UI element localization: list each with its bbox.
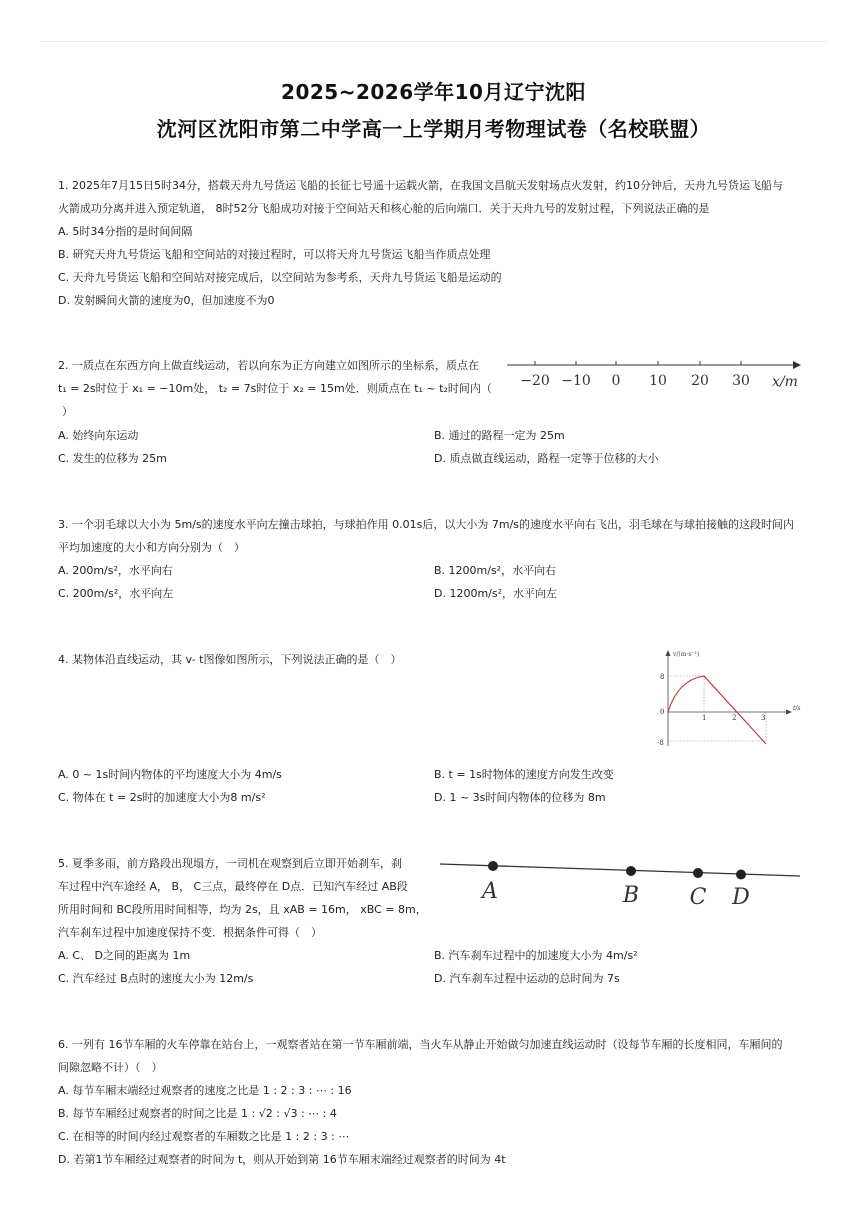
- q3-stem-line2: 平均加速度的大小和方向分别为（ ）: [58, 541, 245, 554]
- q2-tick-label: 30: [732, 373, 750, 389]
- q5-option-c: C. 汽车经过 B点时的速度大小为 12m/s: [58, 972, 254, 985]
- q2-stem-line3: ）: [62, 405, 73, 418]
- q1-stem-line2: 火箭成功分离并进入预定轨道， 8时52分飞船成功对接于空间站天和核心舱的后向端口．关于天舟九号的发射过程，下列说法正确的是: [58, 202, 710, 215]
- q4-option-d: D. 1 ~ 3s时间内物体的位移为 8m: [434, 791, 606, 804]
- q5-road-figure: [440, 856, 802, 912]
- page-title-line1: 2025~2026学年10月辽宁沈阳: [281, 80, 586, 104]
- q2-stem-line2: t₁ = 2s时位于 x₁ = −10m处， t₂ = 7s时位于 x₂ = 15m处．则质点在 t₁ ~ t₂时间内（: [58, 382, 492, 395]
- q4-y-axis-label: v/(m·s⁻¹): [673, 651, 700, 658]
- q4-option-b: B. t = 1s时物体的速度方向发生改变: [434, 768, 614, 781]
- q4-stem: 4. 某物体沿直线运动，其 v- t图像如图所示，下列说法正确的是（ ）: [58, 653, 402, 666]
- q2-tick-label: −10: [561, 373, 591, 389]
- q5-option-d: D. 汽车刹车过程中运动的总时间为 7s: [434, 972, 620, 985]
- q1-stem-line1: 1. 2025年7月15日5时34分，搭载天舟九号货运飞船的长征七号遥十运载火箭，在我国文昌航天发射场点火发射，约10分钟后，天舟九号货运飞船与: [58, 179, 783, 192]
- q6-option-a: A. 每节车厢末端经过观察者的速度之比是 1 : 2 : 3 : ⋯ : 16: [58, 1084, 352, 1097]
- q1-option-b: B. 研究天舟九号货运飞船和空间站的对接过程时，可以将天舟九号货运飞船当作质点处理: [58, 248, 491, 261]
- page-title-line2: 沈河区沈阳市第二中学高一上学期月考物理试卷（名校联盟）: [156, 117, 711, 141]
- q6-option-c: C. 在相等的时间内经过观察者的车厢数之比是 1 : 2 : 3 : ⋯: [58, 1130, 350, 1143]
- q4-x-tick: 2: [732, 714, 737, 722]
- q3-option-c: C. 200m/s²，水平向左: [58, 587, 174, 600]
- q3-option-b: B. 1200m/s²，水平向右: [434, 564, 557, 577]
- q1-option-a: A. 5时34分指的是时间间隔: [58, 225, 193, 238]
- q2-option-b: B. 通过的路程一定为 25m: [434, 429, 565, 442]
- q5-point-label: D: [732, 885, 750, 910]
- q5-option-a: A. C、 D之间的距离为 1m: [58, 949, 191, 962]
- q2-axis-figure: [505, 355, 805, 395]
- q5-point-label: B: [622, 883, 640, 908]
- q5-option-b: B. 汽车刹车过程中的加速度大小为 4m/s²: [434, 949, 638, 962]
- q2-stem-line1: 2. 一质点在东西方向上做直线运动，若以向东为正方向建立如图所示的坐标系，质点在: [58, 359, 479, 372]
- q5-point-label: A: [482, 879, 498, 904]
- q3-option-d: D. 1200m/s²，水平向左: [434, 587, 558, 600]
- q2-option-d: D. 质点做直线运动，路程一定等于位移的大小: [434, 452, 659, 465]
- q2-tick-label: −20: [520, 373, 550, 389]
- q5-stem-line4: 汽车刹车过程中加速度保持不变．根据条件可得（ ）: [58, 926, 322, 939]
- q4-x-axis-label: t/s: [793, 705, 801, 712]
- q6-option-b: B. 每节车厢经过观察者的时间之比是 1 : √2 : √3 : ⋯ : 4: [58, 1107, 337, 1120]
- q6-stem-line2: 间隙忽略不计）（ ）: [58, 1061, 163, 1074]
- q4-x-tick: 1: [702, 714, 707, 722]
- q6-option-d: D. 若第1节车厢经过观察者的时间为 t，则从开始到第 16节车厢末端经过观察者的时间为 4t: [58, 1153, 506, 1166]
- q4-origin-label: 0: [660, 708, 665, 716]
- q1-option-c: C. 天舟九号货运飞船和空间站对接完成后，以空间站为参考系，天舟九号货运飞船是运动的: [58, 271, 502, 284]
- q4-y-bottom-label: -8: [657, 739, 664, 747]
- q3-option-a: A. 200m/s²，水平向右: [58, 564, 173, 577]
- q5-stem-line1: 5. 夏季多雨，前方路段出现塌方，一司机在观察到后立即开始刹车，刹: [58, 857, 402, 870]
- q4-option-a: A. 0 ~ 1s时间内物体的平均速度大小为 4m/s: [58, 768, 282, 781]
- q5-stem-line2: 车过程中汽车途经 A， B， C三点，最终停在 D点．已知汽车经过 AB段: [58, 880, 408, 893]
- q4-x-tick: 3: [761, 714, 766, 722]
- q4-y-top-label: 8: [660, 673, 665, 681]
- q5-point-label: C: [689, 885, 707, 910]
- q2-tick-label: 10: [649, 373, 667, 389]
- q2-option-a: A. 始终向东运动: [58, 429, 139, 442]
- top-divider: [40, 41, 827, 42]
- q2-tick-label: 20: [691, 373, 709, 389]
- q1-option-d: D. 发射瞬间火箭的速度为0，但加速度不为0: [58, 294, 275, 307]
- q6-stem-line1: 6. 一列有 16节车厢的火车停靠在站台上，一观察者站在第一节车厢前端，当火车从静止开始做匀加速直线运动时（设每节车厢的长度相同，车厢间的: [58, 1038, 783, 1051]
- q5-stem-line3: 所用时间和 BC段所用时间相等，均为 2s，且 xAB = 16m， xBC = 8m，: [58, 903, 427, 916]
- q4-vt-graph: [656, 646, 806, 752]
- q4-option-c: C. 物体在 t = 2s时的加速度大小为8 m/s²: [58, 791, 266, 804]
- q2-option-c: C. 发生的位移为 25m: [58, 452, 167, 465]
- q2-tick-label: 0: [611, 373, 621, 389]
- q3-stem-line1: 3. 一个羽毛球以大小为 5m/s的速度水平向左撞击球拍，与球拍作用 0.01s后，以大小为 7m/s的速度水平向右飞出，羽毛球在与球拍接触的这段时间内: [58, 518, 795, 531]
- q2-axis-label: x/m: [772, 374, 798, 390]
